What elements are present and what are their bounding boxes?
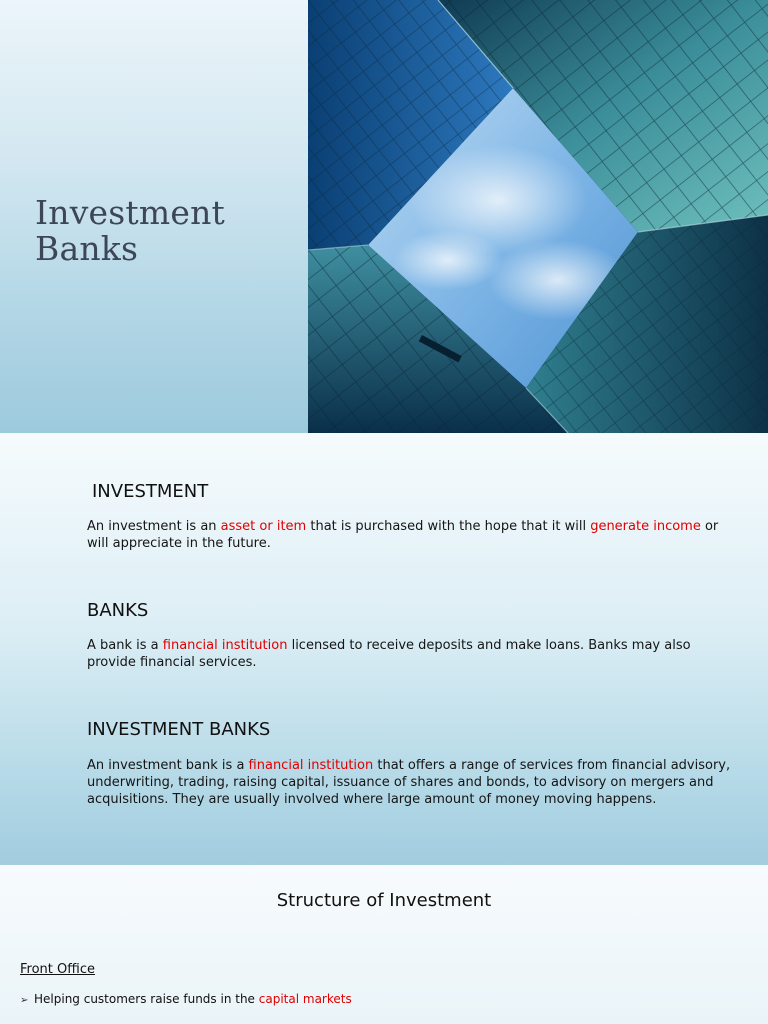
bullet-highlight: capital markets [258,992,352,1006]
investment-highlight-income: generate income [590,519,701,534]
investment-text-1: An investment is an [87,519,221,534]
investment-highlight-asset: asset or item [220,519,307,534]
building-photo [308,0,768,433]
structure-slide [0,866,768,1024]
definitions-slide [0,433,768,865]
investment-text-2: that is purchased with the hope that it will [306,519,591,534]
bullet-item [20,992,352,1006]
banks-text-2: licensed to receive deposits and make loans. Banks may also provide financial services. [87,638,691,670]
investment-text-3: or will appreciate in the future. [87,519,719,551]
investment-banks-highlight: financial institution [248,758,374,773]
investment-heading: INVESTMENT [92,481,209,502]
investment-banks-heading: INVESTMENT BANKS [87,719,271,740]
title-panel [0,0,308,433]
structure-title: Structure of Investment [276,890,492,911]
slide-title-line2: Banks [35,229,139,268]
title-slide [0,0,768,433]
banks-text-1: A bank is a [87,638,163,653]
investment-banks-text-1: An investment bank is a [87,758,249,773]
investment-banks-text-2: that offers a range of services from financial advisory, underwriting, trading, raising capital, issuance of shares and bonds, to advisory on mergers and acquisitions. They are usually involved where large amount of money moving happens. [87,758,731,807]
banks-heading: BANKS [87,600,149,621]
bullet-text: Helping customers raise funds in the [34,992,259,1006]
front-office-subheading: Front Office [20,962,95,977]
slide-title [35,195,295,267]
investment-banks-paragraph [87,757,737,808]
arrowhead-bullet-icon: ➢ [20,995,29,1006]
building-photo-icon [308,0,768,433]
banks-paragraph [87,637,737,671]
slide-title-line1: Investment [35,193,225,232]
investment-paragraph [87,518,737,552]
banks-highlight: financial institution [162,638,288,653]
